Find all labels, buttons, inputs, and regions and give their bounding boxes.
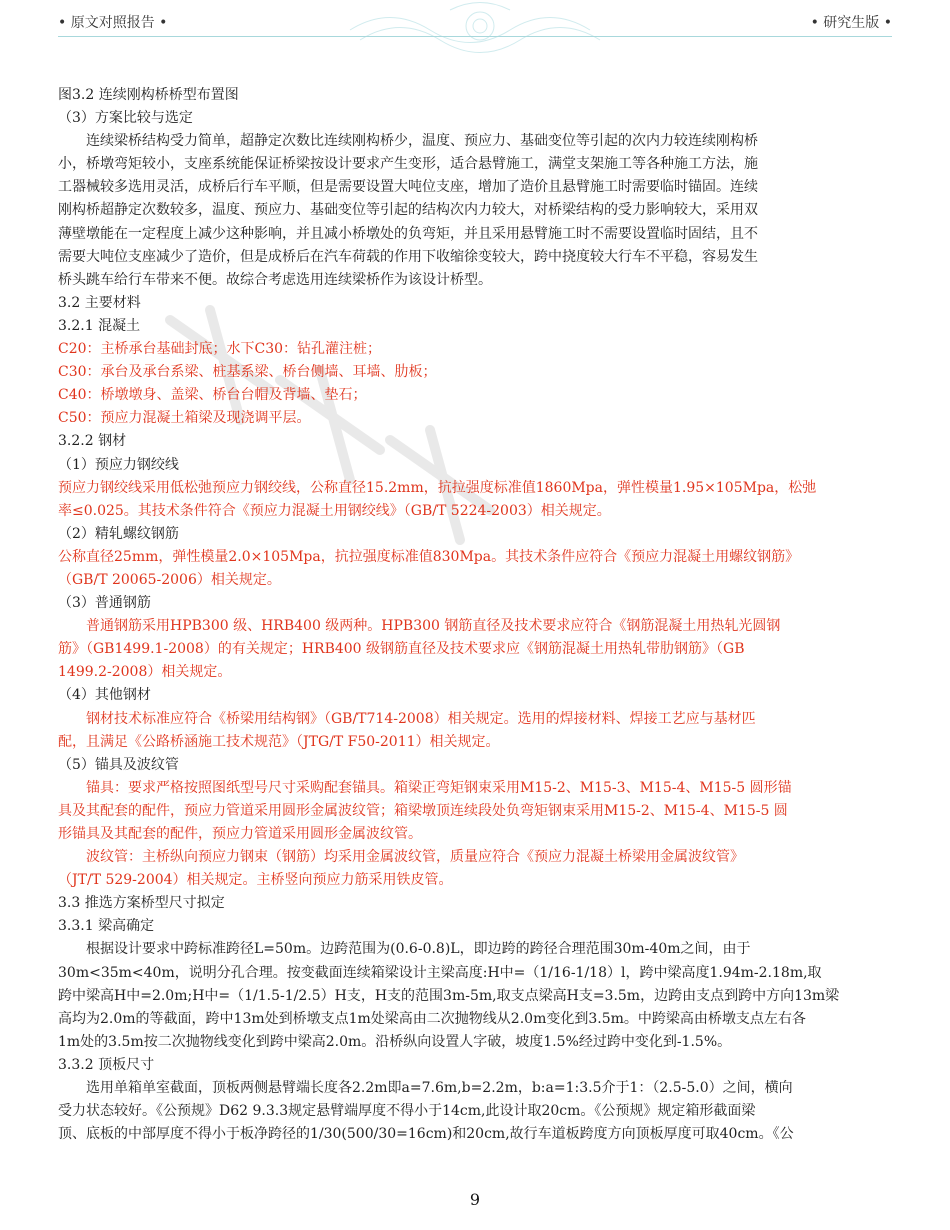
header-left-label: • 原文对照报告 • <box>58 15 168 31</box>
text-line: 形锚具及其配套的配件，预应力管道采用圆形金属波纹管。 <box>58 826 422 842</box>
text-line: 刚构桥超静定次数较多，温度、预应力、基础变位等引起的结构次内力较大，对桥梁结构的受力影响较大，采用双 <box>58 202 758 219</box>
text-line: （3）方案比较与选定 <box>58 110 193 127</box>
header-divider <box>58 36 892 37</box>
text-line: 高均为2.0m的等截面，跨中13m处到桥墩支点1m处梁高由二次抛物线从2.0m变化到3.5m。中跨梁高由桥墩支点左右各 <box>58 1010 806 1027</box>
text-line: 3.2.1 混凝土 <box>58 317 141 334</box>
text-line: 30m<35m<40m，说明分孔合理。按变截面连续箱梁设计主梁高度:H中=（1/16-1/18）l，跨中梁高度1.94m-2.18m,取 <box>58 964 822 981</box>
text-line: （2）精轧螺纹钢筋 <box>58 525 179 542</box>
text-line: （JT/T 529-2004）相关规定。主桥竖向预应力筋采用铁皮管。 <box>58 872 453 889</box>
text-line: 图3.2 连续刚构桥桥型布置图 <box>58 87 239 103</box>
text-line: 3.2 主要材料 <box>58 294 141 311</box>
text-line: 根据设计要求中跨标准跨径L=50m。边跨范围为(0.6-0.8)L，即边跨的跨径合理范围30m-40m之间，由于 <box>86 941 751 958</box>
text-line: 薄壁墩能在一定程度上减少这种影响，并且减小桥墩处的负弯矩，并且采用悬臂施工时不需要设置临时固结，且不 <box>58 225 758 242</box>
text-line: C40：桥墩墩身、盖梁、桥台台帽及背墙、垫石； <box>58 387 367 404</box>
text-line: 配，且满足《公路桥涵施工技术规范》（JTG/T F50-2011）相关规定。 <box>58 733 500 750</box>
text-line: 连续梁桥结构受力简单，超静定次数比连续刚构桥少，温度、预应力、基础变位等引起的次内力较连续刚构桥 <box>86 133 758 150</box>
page-header <box>58 8 892 32</box>
text-line: 跨中梁高H中=2.0m;H中=（1/1.5-1/2.5）H支，H支的范围3m-5m,取支点梁高H支=3.5m，边跨由支点到跨中方向13m梁 <box>58 987 840 1004</box>
text-line: （5）锚具及波纹管 <box>58 756 179 773</box>
text-line: C30：承台及承台系梁、桩基系梁、桥台侧墙、耳墙、肋板； <box>58 364 437 381</box>
text-line: 3.3.1 梁高确定 <box>58 918 155 935</box>
text-line: 预应力钢绞线采用低松弛预应力钢绞线，公称直径15.2mm，抗拉强度标准值1860Mpa，弹性模量1.95×105Mpa，松弛 <box>58 479 817 496</box>
text-line: 1499.2-2008）相关规定。 <box>58 664 232 681</box>
text-line: 波纹管：主桥纵向预应力钢束（钢筋）均采用金属波纹管，质量应符合《预应力混凝土桥梁用金属波纹管》 <box>86 849 744 866</box>
text-line: 顶、底板的中部厚度不得小于板净跨径的1/30(500/30=16cm)和20cm,故行车道板跨度方向顶板厚度可取40cm。《公 <box>58 1126 794 1143</box>
text-line: 普通钢筋采用HPB300 级、HRB400 级两种。HPB300 钢筋直径及技术要求应符合《钢筋混凝土用热轧光圆钢 <box>86 618 781 635</box>
text-line: 1m处的3.5m按二次抛物线变化到跨中梁高2.0m。沿桥纵向设置人字破，坡度1.5%经过跨中变化到-1.5%。 <box>58 1033 732 1050</box>
text-line: C50：预应力混凝土箱梁及现浇调平层。 <box>58 410 311 427</box>
text-line: 选用单箱单室截面，顶板两侧悬臂端长度各2.2m即a=7.6m,b=2.2m，b:a=1:3.5介于1：（2.5-5.0）之间，横向 <box>86 1080 793 1097</box>
text-line: 桥头跳车给行车带来不便。故综合考虑选用连续梁桥作为该设计桥型。 <box>58 271 492 288</box>
text-line: （GB/T 20065-2006）相关规定。 <box>58 571 281 588</box>
text-line: C20：主桥承台基础封底；水下C30：钻孔灌注桩； <box>58 341 382 358</box>
text-line: 3.3.2 顶板尺寸 <box>58 1056 155 1073</box>
text-line: 率≤0.025。其技术条件符合《预应力混凝土用钢绞线》（GB/T 5224-2003）相关规定。 <box>58 502 611 519</box>
document-body <box>58 84 884 1146</box>
text-line: 受力状态较好。《公预规》D62 9.3.3规定悬臂端厚度不得小于14cm,此设计取20cm。《公预规》规定箱形截面梁 <box>58 1103 756 1120</box>
text-line: 锚具：要求严格按照图纸型号尺寸采购配套锚具。箱梁正弯矩钢束采用M15-2、M15-3、M15-4、M15-5 圆形锚 <box>86 779 792 796</box>
text-line: 钢材技术标准应符合《桥梁用结构钢》（GB/T714-2008）相关规定。选用的焊接材料、焊接工艺应与基材匹 <box>86 710 756 727</box>
page-number: 9 <box>469 1190 481 1209</box>
text-line: （3）普通钢筋 <box>58 595 151 612</box>
text-line: 小，桥墩弯矩较小，支座系统能保证桥梁按设计要求产生变形，适合悬臂施工，满堂支架施工等各种施工方法，施 <box>58 156 758 173</box>
header-right-label: • 研究生版 • <box>810 15 892 31</box>
text-line: 3.2.2 钢材 <box>58 433 127 450</box>
text-line: （4）其他钢材 <box>58 687 151 704</box>
text-line: 具及其配套的配件，预应力管道采用圆形金属波纹管；箱梁墩顶连续段处负弯矩钢束采用M15-2、M15-4、M15-5 圆 <box>58 802 788 819</box>
text-line: 3.3 推选方案桥型尺寸拟定 <box>58 895 225 912</box>
text-line: （1）预应力钢绞线 <box>58 456 179 473</box>
text-line: 筋》（GB1499.1-2008）的有关规定；HRB400 级钢筋直径及技术要求应《钢筋混凝土用热轧带肋钢筋》（GB <box>58 641 745 658</box>
text-line: 工器械较多选用灵活，成桥后行车平顺，但是需要设置大吨位支座，增加了造价且悬臂施工时需要临时锚固。连续 <box>58 179 758 196</box>
text-line: 公称直径25mm，弹性模量2.0×105Mpa，抗拉强度标准值830Mpa。其技术条件应符合《预应力混凝土用螺纹钢筋》 <box>58 548 800 565</box>
text-line: 需要大吨位支座减少了造价，但是成桥后在汽车荷载的作用下收缩徐变较大，跨中挠度较大行车不平稳，容易发生 <box>58 248 758 265</box>
